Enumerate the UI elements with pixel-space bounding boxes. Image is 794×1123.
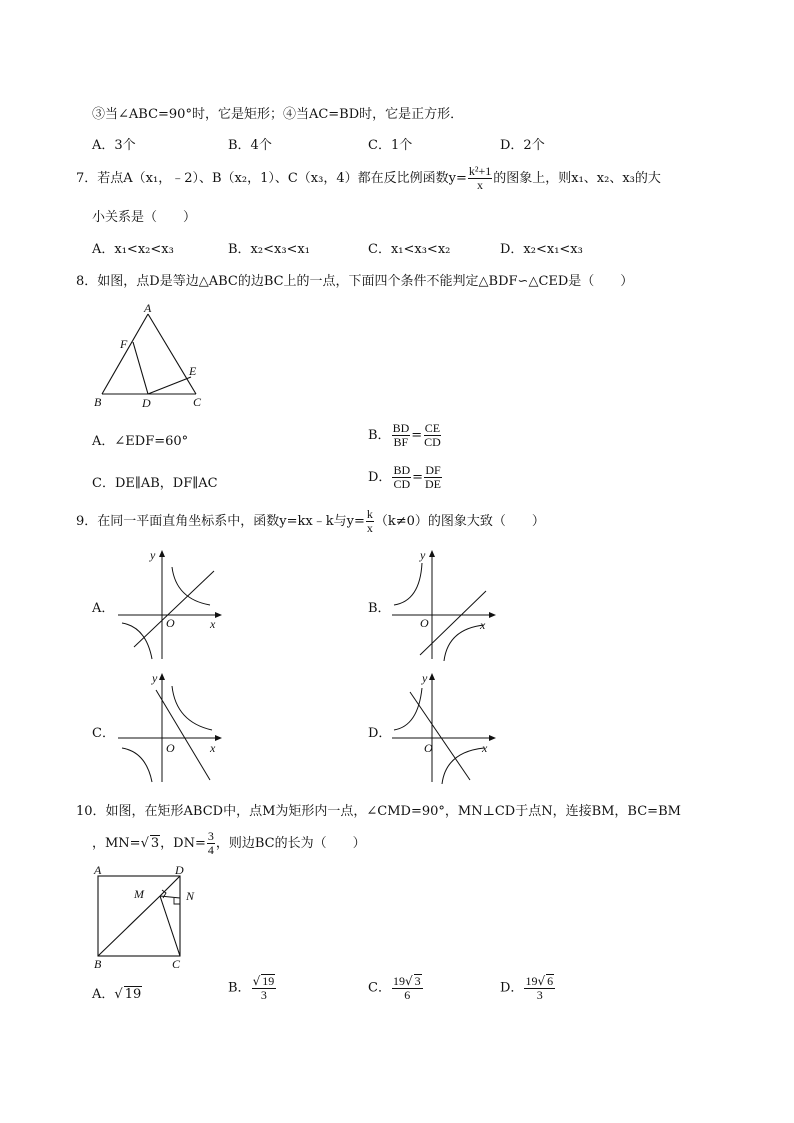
radical-icon: √ — [140, 836, 149, 851]
q8-option-d-num-1: BD — [393, 463, 411, 477]
q10-option-c-prefix: C． — [368, 980, 391, 996]
q10-label-b: B — [94, 957, 102, 970]
radical-icon: √ — [252, 974, 261, 988]
q7-function-numerator: k²+1 — [468, 164, 492, 178]
q10-option-c-num — [392, 974, 423, 989]
q8-option-b-fraction-2 — [423, 422, 442, 449]
q10-stem-line-2 — [92, 830, 366, 857]
q10-option-d-prefix: D． — [500, 980, 524, 996]
q7-option-c: C．x₁<x₃<x₂ — [368, 242, 451, 257]
q7-stem-continuation: 小关系是（ ） — [92, 210, 197, 225]
q10-mn-prefix: ，MN= — [92, 836, 141, 851]
q8-stem: 8．如图，点D是等边△ABC的边BC上的一点，下面四个条件不能判定△BDF∽△CED是（ ） — [76, 274, 634, 289]
q9-stem-part-a: 9．在同一平面直角坐标系中，函数y=kx﹣k与y= — [76, 514, 365, 529]
q7-function-denominator: x — [477, 178, 484, 192]
q10-dn-prefix: ，DN= — [160, 836, 206, 851]
q10-mn-radicand: 3 — [150, 836, 160, 851]
q9-d-axis-y: y — [422, 671, 428, 685]
q8-option-b: B． $\frac{BD}{BF}$ = $\frac{CE}{CD}$ — [368, 421, 441, 449]
q9-a-axis-x: x — [210, 617, 216, 631]
q10-dn-num: 3 — [207, 829, 214, 843]
q9-a-axis-y: y — [150, 548, 156, 562]
q10-option-d — [500, 974, 556, 1002]
q9-d-origin: O — [424, 741, 433, 755]
q8-option-d-prefix: D． — [368, 470, 392, 485]
q10-option-b-num — [252, 974, 277, 989]
q9-c-axis-x: x — [210, 741, 216, 755]
q10-label-c: C — [172, 957, 181, 970]
q10-option-b-den: 3 — [260, 988, 267, 1002]
q9-fraction-den: x — [366, 521, 373, 535]
q10-option-c-coef: 19 — [392, 974, 405, 988]
q6-option-a: A．3个 — [92, 138, 136, 153]
q10-option-c-den: 6 — [404, 988, 411, 1002]
q10-label-a: A — [94, 863, 102, 877]
q9-option-d-label: D． — [368, 726, 392, 741]
q10-dn-den: 4 — [207, 843, 214, 857]
q7-stem-part-a: 7．若点A（x₁，﹣2）、B（x₂，1）、C（x₃，4）都在反比例函数 — [76, 171, 449, 186]
q10-stem: 10．如图，在矩形ABCD中，点M为矩形内一点，∠CMD=90°，MN⊥CD于点N，连接BM，BC=BM — [76, 804, 681, 819]
q7-option-b: B．x₂<x₃<x₁ — [228, 242, 310, 257]
radical-icon: √ — [114, 987, 123, 1002]
q10-option-c-radicand: 3 — [414, 974, 421, 988]
q7-option-a: A．x₁<x₂<x₃ — [92, 242, 174, 257]
q9-stem-part-b: （k≠0）的图象大致（ ） — [374, 514, 545, 529]
q8-triangle-figure — [88, 298, 212, 414]
q7-function-fraction — [468, 165, 492, 192]
q9-b-origin: O — [420, 616, 429, 630]
q8-option-d: D． $\frac{BD}{CD}$ = $\frac{DF}{DE}$ — [368, 463, 442, 491]
q10-option-b — [228, 974, 277, 1002]
q8-option-b-den-1: BF — [393, 435, 409, 449]
q9-graph-d — [388, 668, 500, 786]
q8-label-d: D — [142, 396, 151, 410]
q10-option-d-radicand: 6 — [547, 974, 554, 988]
q9-stem — [76, 508, 545, 535]
q10-label-m: M — [134, 887, 144, 901]
q8-option-b-prefix: B． — [368, 428, 391, 443]
q8-option-d-fraction-1 — [392, 464, 411, 491]
q8-label-e: E — [189, 364, 197, 378]
q9-c-axis-y: y — [152, 671, 158, 685]
q7-function-lhs: y= — [448, 171, 467, 186]
q8-label-c: C — [193, 395, 202, 409]
q9-a-origin: O — [166, 616, 175, 630]
q6-option-d: D．2个 — [500, 138, 545, 153]
q10-option-b-prefix: B． — [228, 980, 251, 996]
q9-option-c-label: C． — [92, 726, 115, 741]
q7-stem-part-b: 的图象上，则x₁、x₂、x₃的大 — [493, 171, 661, 186]
q8-option-b-num-2: CE — [424, 421, 441, 435]
q8-option-b-fraction-1 — [392, 422, 411, 449]
q8-label-f: F — [120, 337, 128, 351]
radical-icon: √ — [404, 974, 413, 988]
q9-stem-fraction — [366, 508, 374, 535]
q10-label-n: N — [186, 889, 195, 903]
q8-option-c: C．DE∥AB，DF∥AC — [92, 476, 218, 491]
q10-stem-tail: ，则边BC的长为（ ） — [215, 836, 366, 851]
q9-b-axis-y: y — [420, 548, 426, 562]
q9-c-origin: O — [166, 741, 175, 755]
q10-option-d-coef: 19 — [525, 974, 538, 988]
q10-rectangle-figure — [88, 862, 208, 970]
q8-option-a: A．∠EDF=60° — [92, 434, 189, 449]
q8-label-b: B — [94, 395, 102, 409]
q7-stem — [76, 165, 661, 192]
q10-option-a-radicand: 19 — [124, 987, 142, 1002]
q9-option-b-label: B． — [368, 601, 391, 616]
q10-label-d: D — [175, 863, 184, 877]
q9-fraction-num: k — [366, 507, 373, 521]
q9-graph-b — [388, 545, 500, 663]
q8-option-d-den-1: CD — [393, 477, 411, 491]
q8-option-b-den-2: CD — [424, 435, 441, 449]
q9-option-a-label: A． — [92, 601, 115, 616]
q6-option-c: C．1个 — [368, 138, 413, 153]
q6-option-b: B．4个 — [228, 138, 272, 153]
q9-b-axis-x: x — [480, 618, 486, 632]
q10-option-a-prefix: A． — [92, 987, 115, 1002]
q9-graph-c — [114, 668, 226, 786]
q10-option-d-num — [524, 974, 555, 989]
q10-option-d-fraction — [524, 974, 555, 1002]
q7-option-d: D．x₂<x₁<x₃ — [500, 242, 583, 257]
q9-graph-a — [114, 545, 226, 663]
q8-option-b-num-1: BD — [392, 421, 410, 435]
radical-icon: √ — [537, 974, 546, 988]
q10-dn-fraction — [207, 830, 215, 857]
q10-option-a — [92, 983, 142, 1002]
q10-option-c-fraction — [392, 974, 423, 1002]
q8-label-a: A — [144, 301, 152, 315]
q10-option-b-radicand: 19 — [262, 974, 275, 988]
q8-option-d-fraction-2 — [424, 464, 442, 491]
q10-option-c — [368, 974, 424, 1002]
q9-d-axis-x: x — [482, 741, 488, 755]
q8-option-d-num-2: DF — [425, 463, 441, 477]
q10-option-b-fraction — [252, 974, 277, 1002]
q6-statement-line: ③当∠ABC=90°时，它是矩形；④当AC=BD时，它是正方形． — [92, 107, 464, 122]
q8-option-d-den-2: DE — [425, 477, 442, 491]
q10-option-d-den: 3 — [536, 988, 543, 1002]
